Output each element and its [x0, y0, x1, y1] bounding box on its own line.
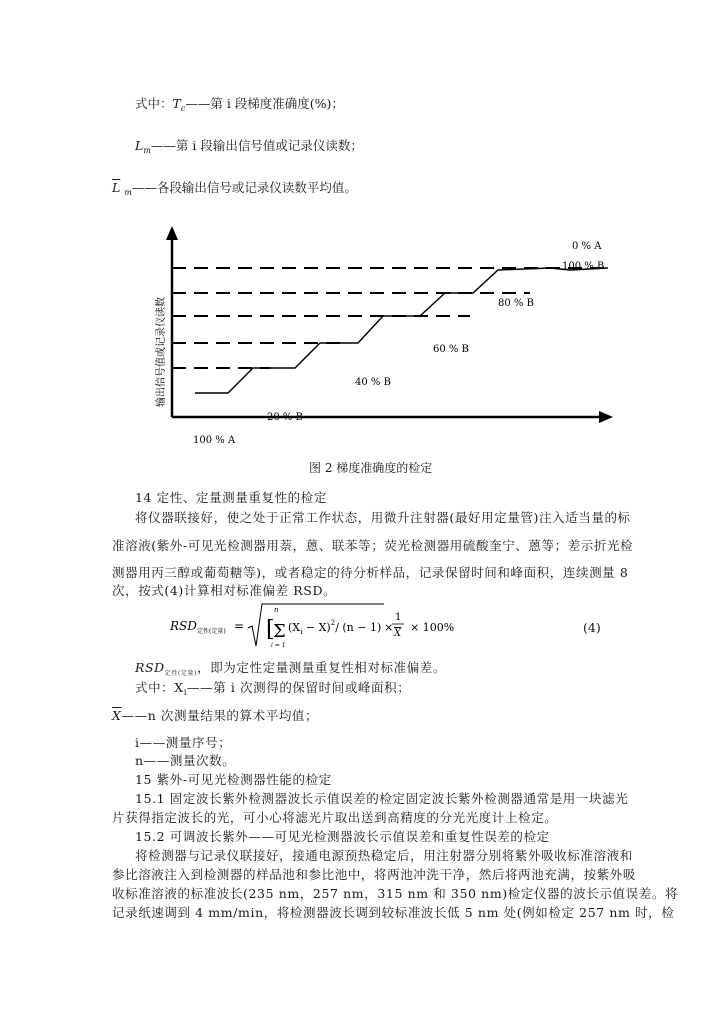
def-sub-c: c	[180, 104, 186, 113]
section15-1a: 15.1 固定波长紫外检测器波长示值误差的检定固定波长紫外检测器通常是用一块滤光	[135, 791, 629, 806]
formula-body: $(X_i - X)^2/$ (n − 1)	[288, 619, 382, 636]
section14-heading: 14 定性、定量测量重复性的检定	[135, 490, 327, 505]
formula-number: (4)	[583, 620, 601, 635]
section15-p4: 记录纸速调到 4 mm/min，将检测器波长调到较标准波长低 5 nm 处(例如检定 257 nm 时，检	[112, 905, 675, 920]
label-80b: 80 % B	[498, 298, 534, 309]
label-0a: 0 % A	[572, 241, 602, 252]
xbar-definition	[112, 708, 318, 724]
def-symbol-l: L	[135, 138, 144, 153]
def-line-1	[135, 96, 344, 117]
formula-frac-den: X	[394, 628, 402, 639]
xi-definition	[135, 680, 410, 701]
def-line-2	[135, 138, 363, 159]
xbar-text: ——n 次测量结果的算术平均值；	[121, 708, 319, 723]
section15-1b: 片获得指定波长的光，可小心将滤光片取出送到高精度的分光光度计上检定。	[112, 810, 558, 825]
def-prefix: 式中：	[135, 96, 173, 111]
y-axis-arrow	[166, 226, 178, 240]
formula-frac-num: 1	[395, 612, 402, 623]
section14-p2: 准溶液(紫外-可见光检测器用萘，蒽、联苯等；荧光检测器用硫酸奎宁、蒽等；差示折光检	[112, 538, 634, 553]
section14-p4: 次，按式(4)计算相对标准偏差 RSD。	[112, 583, 337, 598]
xi-sub: i	[183, 688, 187, 697]
rsd-symbol: RSD	[135, 660, 165, 675]
label-20b: 20 % B	[267, 412, 303, 423]
formula-sum-bottom: i = 1	[271, 642, 286, 649]
formula-times: ×	[384, 621, 394, 634]
i-definition: i——测量序号；	[135, 735, 232, 750]
def-text-2: ——第 i 段输出信号值或记录仪读数；	[150, 138, 363, 153]
n-definition: n——测量次数。	[135, 753, 236, 768]
def-line-3	[112, 180, 357, 201]
xbar-symbol: $\overline{X}$	[112, 708, 122, 723]
section15-2: 15.2 可调波长紫外——可见光检测器波长示值误差和重复性误差的检定	[135, 829, 550, 844]
formula-equals: =	[234, 619, 245, 633]
formula-percent: × 100%	[410, 621, 455, 634]
def-text-1: ——第 i 段梯度准确度(%)；	[185, 96, 344, 111]
label-100a: 100 % A	[193, 435, 236, 446]
label-40b: 40 % B	[355, 377, 391, 388]
section14-p3: 测器用丙三醇或葡萄糖等)，或者稳定的待分析样品，记录保留时间和峰面积，连续测量 8	[112, 565, 629, 580]
def-symbol-t: T	[172, 96, 181, 111]
section15-heading: 15 紫外-可见光检测器性能的检定	[135, 772, 332, 787]
chart-ylabel: 输出信号值或记录仪读数	[156, 297, 167, 407]
rsd-sub: 定性(定量)	[164, 670, 198, 677]
section15-p1: 将检测器与记录仪联接好，接通电源预热稳定后，用注射器分别将紫外吸收标准溶液和	[135, 848, 633, 863]
formula-sum-top: n	[274, 606, 279, 614]
rsd-text: ，即为定性定量测量重复性相对标准偏差。	[197, 660, 446, 675]
xi-symbol: 式中：X	[135, 680, 184, 695]
def-text-3: ——各段输出信号或记录仪读数平均值。	[131, 180, 357, 195]
formula-sigma: Σ	[273, 621, 286, 642]
def-sub-m2: m	[124, 188, 132, 197]
section15-p3: 收标准溶液的标准波长(235 nm，257 nm，315 nm 和 350 nm)检定仪器的波长示值误差。将	[112, 886, 679, 901]
gradient-step-line	[195, 268, 608, 393]
section15-p2: 参比溶液注入到检测器的样品池和参比池中，将两池冲洗干净，然后将两池充满，按紫外吸	[112, 867, 637, 882]
formula-lhs-sub: 定性(定量)	[197, 628, 226, 635]
xi-text: ——第 i 次测得的保留时间或峰面积；	[186, 680, 411, 695]
rsd-explanation	[135, 660, 446, 682]
formula-bracket-open: [	[266, 617, 275, 642]
section14-p1: 将仪器联接好，使之处于正常工作状态，用微升注射器(最好用定量管)注入适当量的标	[135, 510, 631, 525]
x-axis-arrow	[599, 411, 613, 423]
label-60b: 60 % B	[433, 344, 469, 355]
label-100b: 100 % B	[562, 261, 605, 272]
def-symbol-lbar: $\overline{L}$	[112, 180, 121, 195]
formula-lhs: RSD	[170, 619, 197, 633]
def-sub-m: m	[143, 146, 151, 155]
gradient-accuracy-chart	[150, 222, 620, 452]
rsd-formula	[170, 600, 470, 650]
figure-caption: 图 2 梯度准确度的检定	[309, 461, 433, 475]
